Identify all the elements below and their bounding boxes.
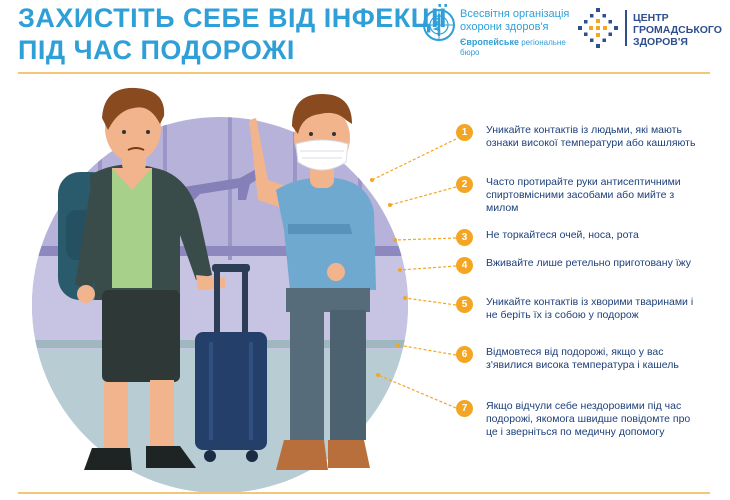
tip-number-badge: 4: [456, 257, 473, 274]
tip-number-badge: 5: [456, 296, 473, 313]
tip-number-badge: 3: [456, 229, 473, 246]
cgz-name-line-3: ЗДОРОВ'Я: [633, 36, 688, 48]
cgz-name-line-1: ЦЕНТР: [633, 12, 669, 24]
who-name-line-1: Всесвітня організація: [460, 8, 570, 20]
tip-number-badge: 2: [456, 176, 473, 193]
who-name-line-2: охорони здоров'я: [460, 21, 549, 33]
cgz-name-line-2: ГРОМАДСЬКОГО: [633, 24, 722, 36]
tip-text: Відмовтеся від подорожі, якщо у вас з'явилися висока температура і кашель: [486, 346, 679, 371]
tip-number-badge: 1: [456, 124, 473, 141]
tip-text: Не торкайтеся очей, носа, рота: [486, 229, 639, 241]
page-title-line-2: ПІД ЧАС ПОДОРОЖІ: [18, 35, 295, 65]
tip-text: Якщо відчули себе нездоровими під час подорожі, якомога швидше повідомте про це і зверніться по медичну допомогу: [486, 400, 691, 438]
tip-number-badge: 6: [456, 346, 473, 363]
tip-text: Уникайте контактів із людьми, які мають ознаки високої температури або кашляють: [486, 124, 696, 149]
who-sub-rest: регіональне бюро: [460, 38, 566, 57]
page-title-line-1: ЗАХИСТІТЬ СЕБЕ ВІД ІНФЕКЦІЇ: [18, 3, 447, 33]
tip-number-badge: 7: [456, 400, 473, 417]
bottom-divider: [18, 492, 710, 494]
who-sub-bold: Європейське: [460, 37, 519, 47]
tip-text: Часто протирайте руки антисептичними спиртовмісними засобами або мийте з милом: [486, 176, 681, 214]
tip-text: Вживайте лише ретельно приготовану їжу: [486, 257, 692, 269]
tip-text: Уникайте контактів із хворими тваринами і не беріть їх із собою у подорож: [486, 296, 694, 321]
